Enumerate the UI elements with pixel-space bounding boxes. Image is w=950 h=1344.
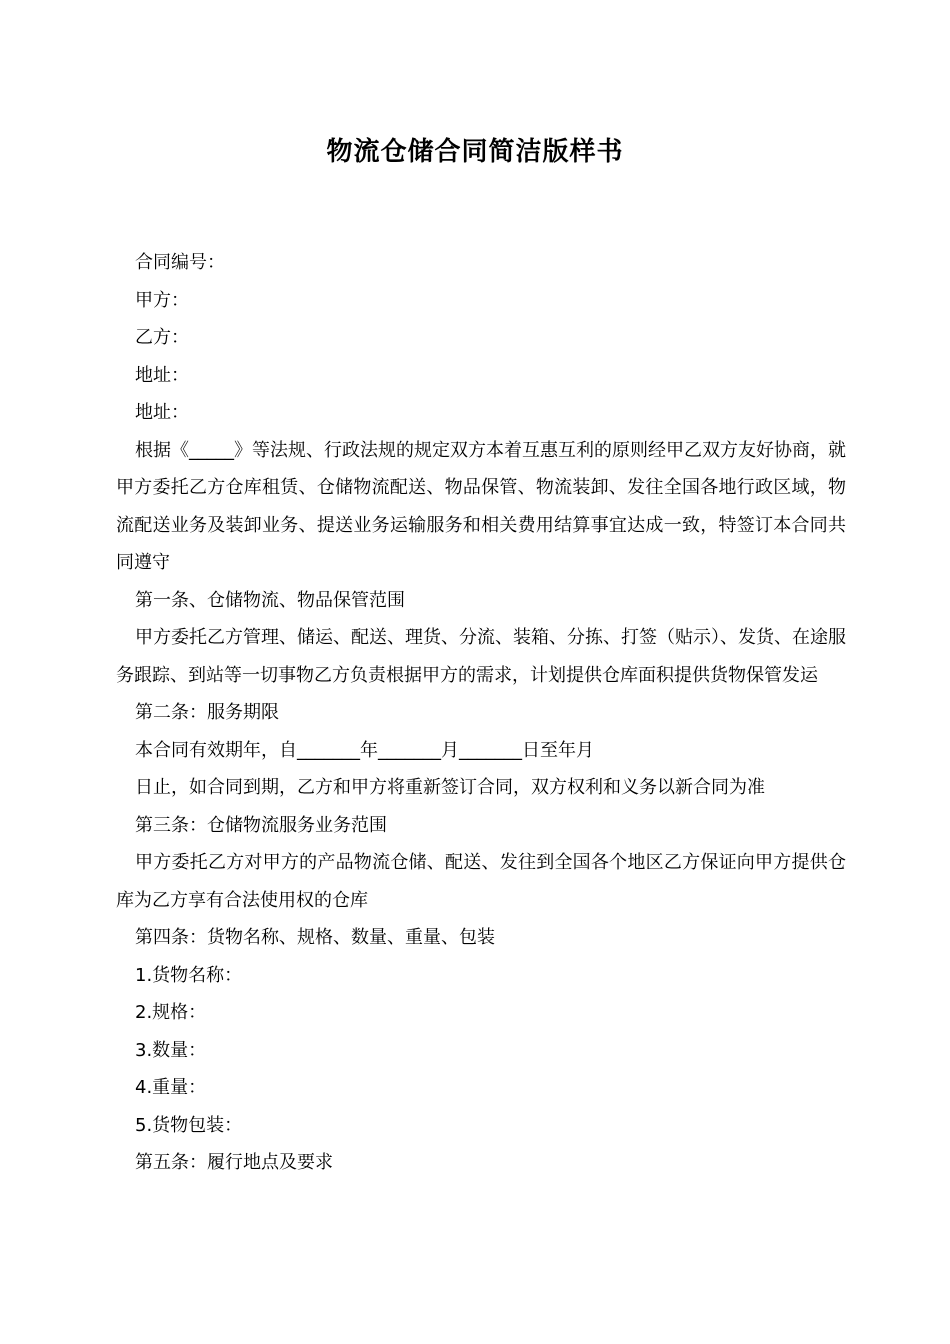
article-2-body-line-2: 日止，如合同到期，乙方和甲方将重新签订合同，双方权利和义务以新合同为准 bbox=[135, 777, 765, 798]
goods-quantity-line: 3.数量： bbox=[135, 1039, 207, 1061]
document-title: 物流仓储合同简洁版样书 bbox=[326, 137, 624, 167]
article-3-heading: 第三条：仓储物流服务业务范围 bbox=[135, 814, 387, 836]
article-1-heading: 第一条、仓储物流、物品保管范围 bbox=[135, 589, 405, 611]
goods-packaging-line: 5.货物包装： bbox=[135, 1114, 243, 1136]
article-5-heading: 第五条：履行地点及要求 bbox=[135, 1152, 333, 1173]
article-2-heading: 第二条：服务期限 bbox=[135, 702, 279, 723]
contract-number-line: 合同编号： bbox=[135, 252, 225, 273]
document-body bbox=[116, 244, 846, 1182]
article-4-heading: 第四条：货物名称、规格、数量、重量、包装 bbox=[135, 927, 495, 948]
preamble-paragraph: 根据《_____》等法规、行政法规的规定双方本着互惠互利的原则经甲乙双方友好协商，就甲方委托乙方仓库租赁、仓储物流配送、物品保管、物流装卸、发往全国各地行政区域，物流配送业务及装卸业务、提送业务运输服务和相关费用结算事宜达成一致，特签订本合同共同遵守 bbox=[116, 439, 846, 573]
address-line-b: 地址： bbox=[135, 402, 189, 423]
goods-spec-line: 2.规格： bbox=[135, 1002, 207, 1023]
article-3-body: 甲方委托乙方对甲方的产品物流仓储、配送、发往到全国各个地区乙方保证向甲方提供仓库为乙方享有合法使用权的仓库 bbox=[116, 852, 846, 911]
article-2-body-line-1: 本合同有效期年，自_______年_______月_______日至年月 bbox=[135, 739, 594, 761]
goods-weight-line: 4.重量： bbox=[135, 1077, 207, 1098]
address-line-a: 地址： bbox=[135, 364, 189, 386]
article-1-body: 甲方委托乙方管理、储运、配送、理货、分流、装箱、分拣、打签（贴示）、发货、在途服务跟踪、到站等一切事物乙方负责根据甲方的需求，计划提供仓库面积提供货物保管发运 bbox=[116, 627, 846, 686]
party-b-line: 乙方： bbox=[135, 327, 189, 348]
party-a-line: 甲方： bbox=[135, 289, 189, 311]
goods-name-line: 1.货物名称： bbox=[135, 964, 243, 986]
